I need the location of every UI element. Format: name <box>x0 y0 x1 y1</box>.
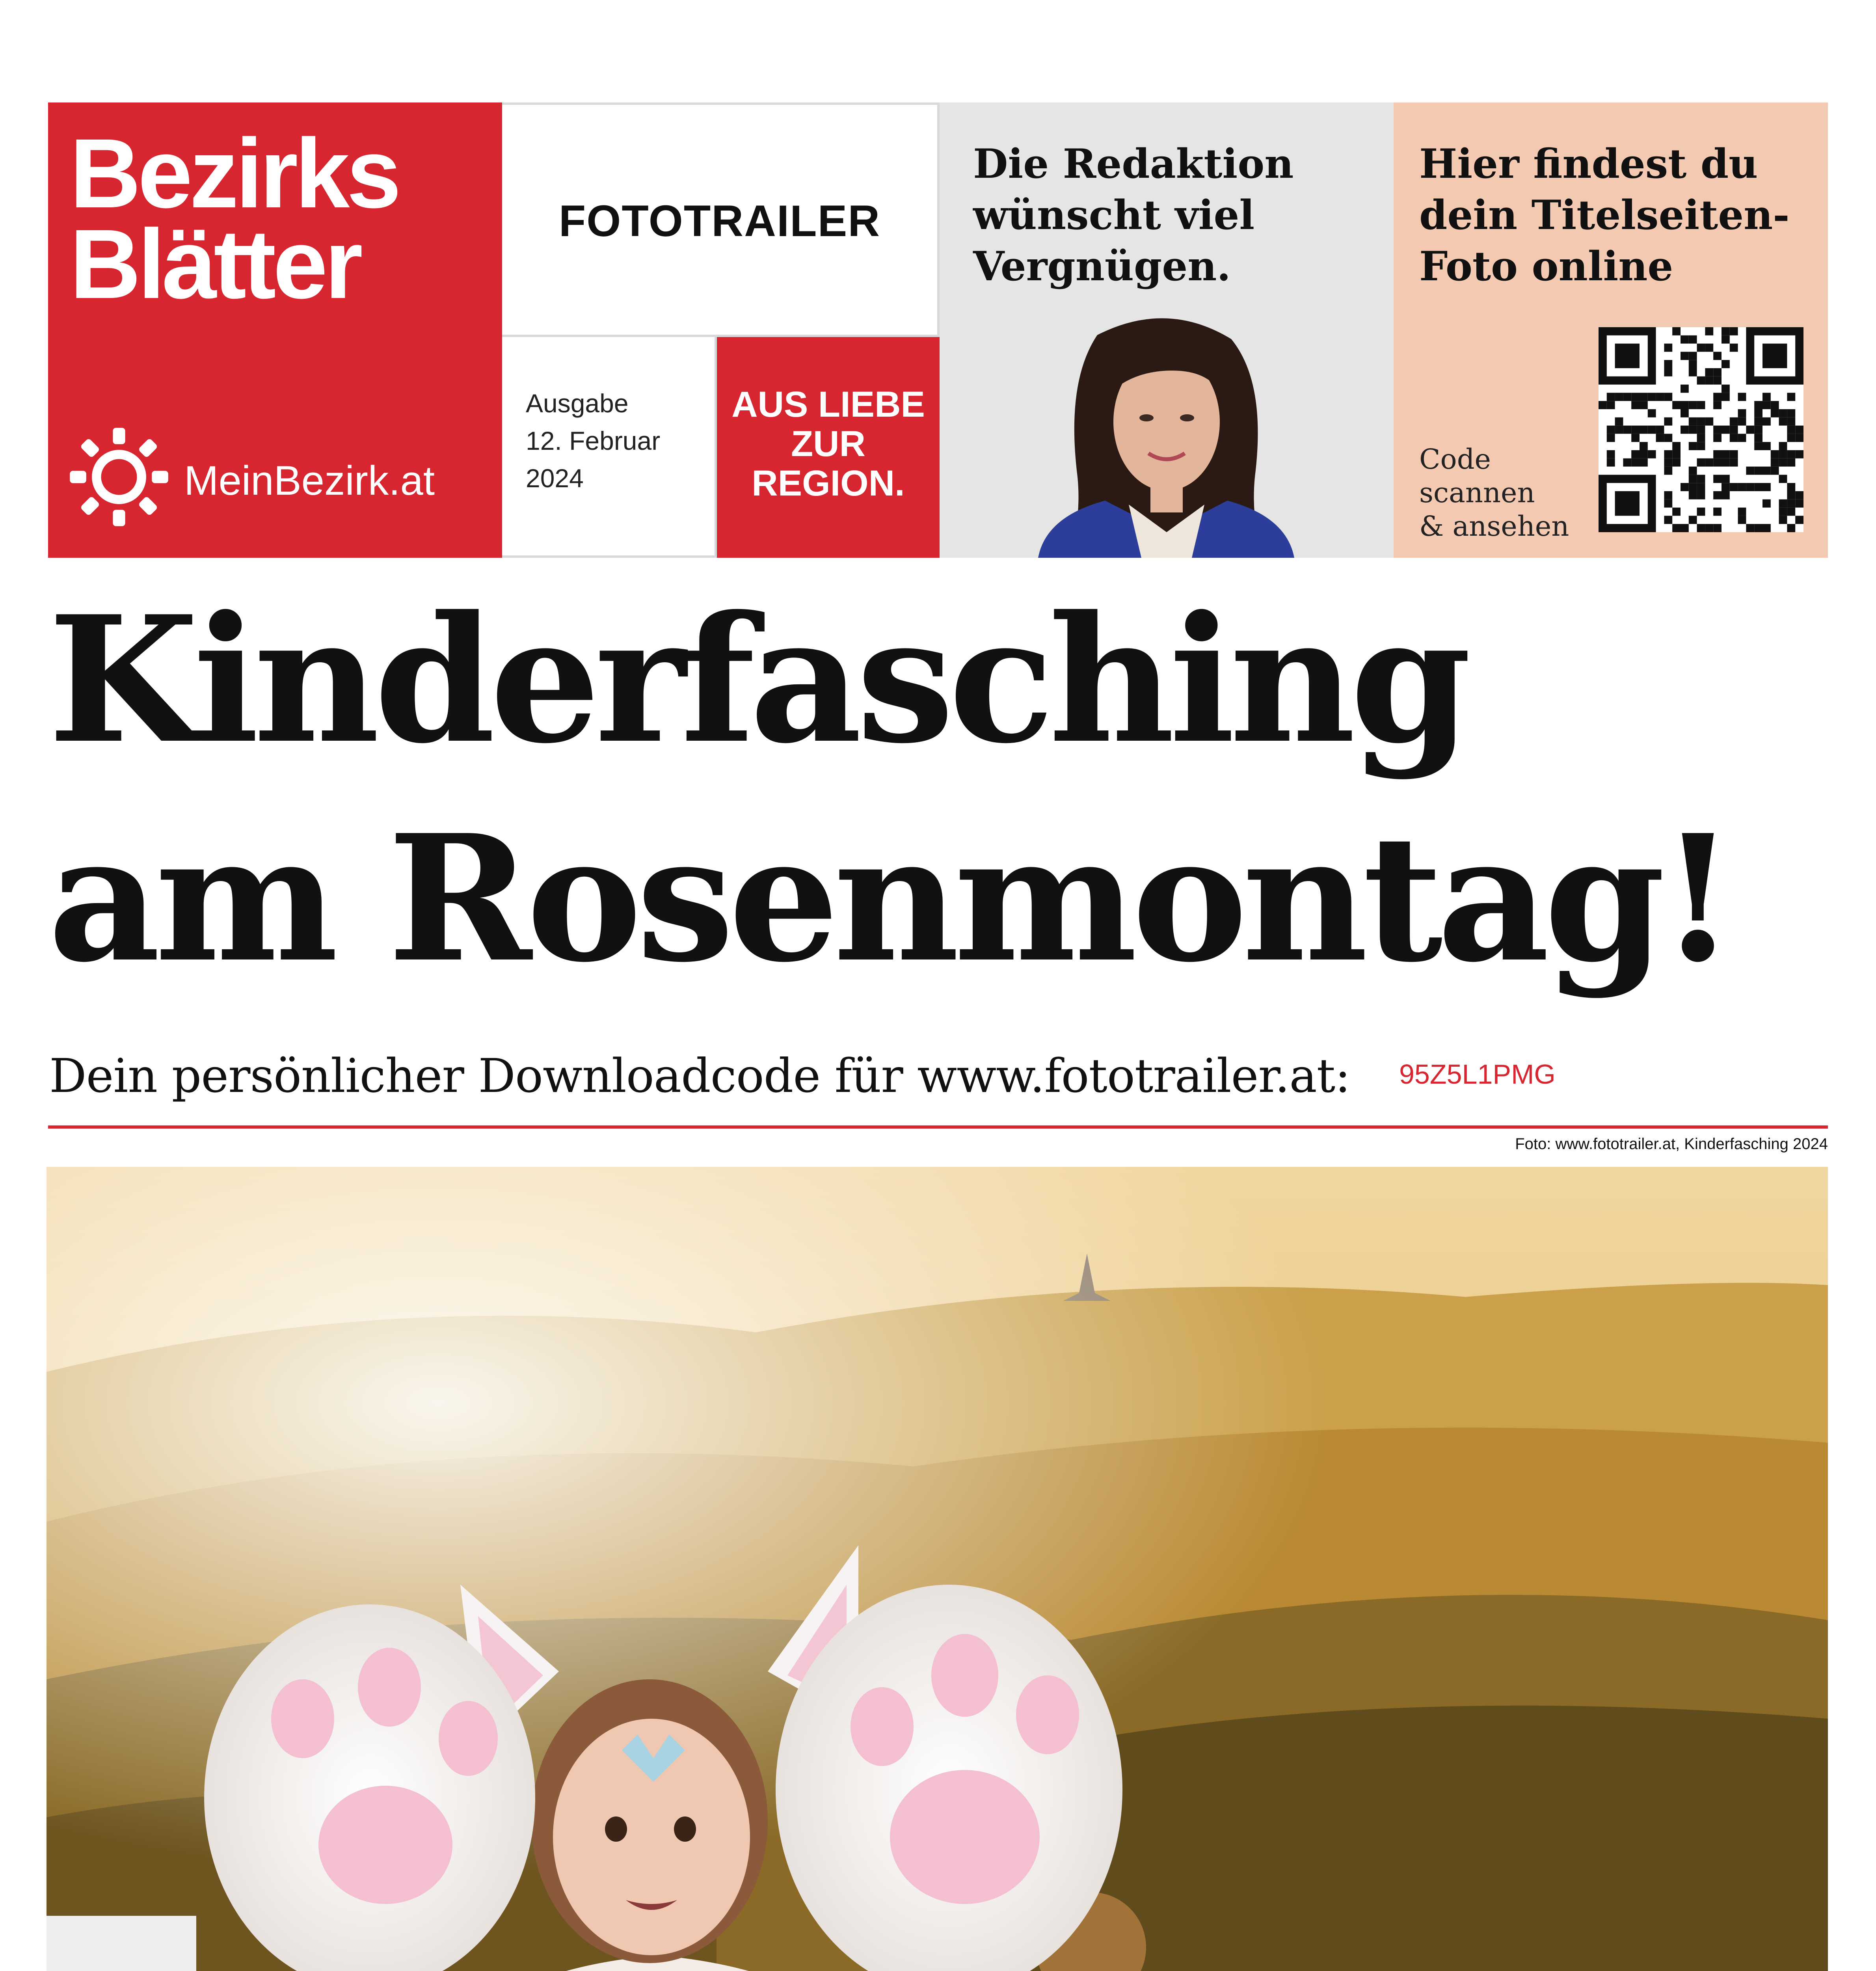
qr-code-icon[interactable] <box>1599 327 1803 532</box>
cover-photo <box>47 1167 1828 1971</box>
editor-line2: wünscht viel <box>973 192 1255 239</box>
photo-credit: Foto: www.fototrailer.at, Kinderfasching 2024 <box>1515 1135 1828 1153</box>
section-box <box>502 102 940 337</box>
section-title: FOTOTRAILER <box>558 196 881 246</box>
online-box <box>1394 102 1828 558</box>
online-line3: Foto online <box>1419 243 1673 290</box>
brand-logo-block <box>48 102 502 558</box>
scan-line2: scannen <box>1419 477 1535 509</box>
editor-line3: Vergnügen. <box>973 243 1231 290</box>
slogan-line2: ZUR <box>791 424 866 464</box>
sun-logo-icon <box>68 426 170 528</box>
slogan-line1: AUS LIEBE <box>731 384 925 425</box>
brand-name-line1: Bezirks <box>70 118 398 228</box>
download-code: 95Z5L1PMG <box>1399 1059 1556 1090</box>
brand-url: MeinBezirk.at <box>184 458 435 504</box>
issue-date: 12. Februar <box>526 426 661 455</box>
online-line2: dein Titelseiten- <box>1419 192 1790 239</box>
divider <box>48 1125 1828 1129</box>
download-text: Dein persönlicher Downloadcode für www.fototrailer.at: <box>49 1049 1350 1103</box>
online-line1: Hier findest du <box>1419 140 1758 188</box>
scan-line1: Code <box>1419 443 1491 475</box>
headline-line2: am Rosenmontag! <box>48 797 1731 1000</box>
slogan-box <box>717 337 940 558</box>
issue-year: 2024 <box>526 464 584 493</box>
slogan-line3: REGION. <box>752 463 905 503</box>
issue-label: Ausgabe <box>526 389 629 418</box>
scan-line3: & ansehen <box>1419 510 1569 542</box>
headline-line1: Kinderfasching <box>48 578 1466 782</box>
issue-box <box>502 337 717 558</box>
editor-line1: Die Redaktion <box>973 140 1294 188</box>
brand-name-line2: Blätter <box>70 209 360 319</box>
editor-box <box>940 102 1394 558</box>
editor-portrait <box>940 311 1394 558</box>
